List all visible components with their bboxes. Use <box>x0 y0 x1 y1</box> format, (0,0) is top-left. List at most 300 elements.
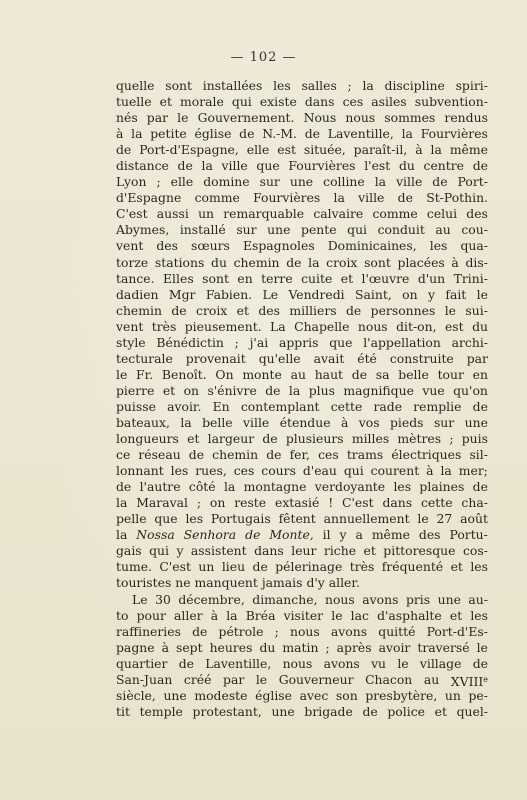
word: tecturale <box>116 350 173 366</box>
word: nés <box>116 110 138 126</box>
word: C'est <box>159 559 191 575</box>
word: tour <box>437 366 464 382</box>
word: croix <box>196 302 228 318</box>
text-line <box>116 383 488 399</box>
word: pagne <box>116 639 155 655</box>
word: elle <box>246 142 270 158</box>
word: qui <box>343 463 364 479</box>
word: la <box>180 414 192 430</box>
word: morale <box>180 94 224 110</box>
word: dit-on, <box>396 318 437 334</box>
word: de <box>178 655 194 671</box>
word: puis <box>461 431 488 447</box>
text-line <box>116 479 488 495</box>
word: tance. <box>116 270 155 286</box>
word: la <box>430 142 442 158</box>
word: décembre, <box>178 591 245 607</box>
word: Laventille, <box>327 126 394 142</box>
word: Port-d'Espagne, <box>139 142 239 158</box>
word: asiles <box>371 94 407 110</box>
word: rendus <box>444 110 488 126</box>
word: ces <box>233 463 255 479</box>
word: Fourvières <box>420 126 488 142</box>
word: chemin <box>212 447 259 463</box>
word: visiter <box>283 607 324 623</box>
word: une <box>289 174 314 190</box>
word: en <box>472 366 488 382</box>
word: avec <box>299 687 329 703</box>
word: to <box>116 607 129 623</box>
word: ; <box>449 431 454 447</box>
text-line <box>116 431 488 447</box>
word: C'est <box>342 495 374 511</box>
word: distance <box>116 158 169 174</box>
word: Maraval <box>136 495 188 511</box>
text-line <box>116 94 488 110</box>
word: le <box>177 110 189 126</box>
word: quitté <box>378 623 416 639</box>
word: on <box>183 382 200 398</box>
word: sur <box>433 414 455 430</box>
word: pétrole <box>218 623 264 639</box>
word: Trini- <box>453 270 488 286</box>
word: le <box>476 286 488 302</box>
word: de <box>472 158 488 174</box>
word: la <box>401 126 413 142</box>
page-number: — 102 — <box>230 50 297 65</box>
word: Vendredi <box>288 286 345 302</box>
word: le <box>476 639 488 655</box>
word: tit <box>116 703 130 719</box>
word: les <box>185 511 204 527</box>
word: discipline <box>384 78 445 93</box>
word: créé <box>183 671 212 687</box>
word: comme <box>194 190 240 206</box>
word: de <box>266 447 282 463</box>
text-line <box>116 640 488 656</box>
word: est <box>444 318 464 334</box>
word: pris <box>405 591 431 607</box>
word: après <box>336 639 372 655</box>
word: vent <box>116 318 144 334</box>
word: Fourvières <box>288 158 356 174</box>
word: Portu- <box>449 527 488 543</box>
word: les <box>470 559 488 575</box>
word: Senhora <box>183 527 237 543</box>
word: jamais <box>261 575 307 591</box>
word: sui- <box>465 302 488 318</box>
text-line <box>116 110 488 126</box>
word: côté <box>188 479 216 495</box>
word: Gouverneur <box>278 671 354 687</box>
word: pour <box>136 607 166 623</box>
word: comme <box>372 206 418 222</box>
word: la <box>226 607 238 623</box>
word: la <box>440 463 452 479</box>
word: le <box>331 607 343 623</box>
word: de <box>262 431 278 447</box>
word: de <box>286 254 302 270</box>
word: nous <box>345 110 376 126</box>
word: même <box>371 527 410 543</box>
word: temple <box>139 703 183 719</box>
word: Fabien. <box>205 286 253 302</box>
word: de <box>432 174 448 190</box>
word: Saint, <box>355 286 392 302</box>
word: belle <box>398 366 429 382</box>
word: qui <box>231 94 252 110</box>
word: les <box>170 463 189 479</box>
text-line <box>116 158 488 174</box>
text-line <box>116 238 488 254</box>
word: trams <box>346 447 384 463</box>
word: vent <box>116 238 144 254</box>
text-line <box>116 255 488 271</box>
word: de <box>351 366 368 382</box>
word: le <box>417 511 429 527</box>
word: dis- <box>465 254 488 270</box>
word: nous <box>324 591 355 607</box>
word: et <box>340 270 354 286</box>
word: ; <box>196 495 202 511</box>
word: contemplant <box>240 398 320 414</box>
word: du <box>211 254 227 270</box>
word: avons <box>323 655 360 671</box>
word: par <box>223 671 245 687</box>
text-line <box>116 303 488 319</box>
word: d'asphalte <box>377 607 442 623</box>
word: croix <box>326 254 358 270</box>
word: vu <box>371 655 387 671</box>
text-line <box>116 511 488 527</box>
word: fer, <box>289 447 310 463</box>
word: paraît-il, <box>353 142 408 158</box>
word: de <box>239 126 255 142</box>
word: sept <box>175 639 203 655</box>
word: quelle <box>116 78 155 93</box>
word: centre <box>423 158 465 174</box>
word: son <box>335 687 358 703</box>
text-line <box>116 142 488 158</box>
word: archi- <box>451 334 488 350</box>
word: même <box>449 142 488 158</box>
word: personnes <box>370 302 436 318</box>
word: de <box>177 158 193 174</box>
word: y <box>339 527 347 543</box>
word: terre <box>261 270 293 286</box>
word: à <box>161 639 169 655</box>
word: placées <box>397 254 445 270</box>
word: le <box>444 302 457 318</box>
word: calvaire <box>313 206 364 222</box>
word: y <box>427 286 435 302</box>
text-line <box>116 319 488 335</box>
word: avons <box>330 623 368 639</box>
word: traversé <box>417 639 470 655</box>
text-line <box>116 704 488 720</box>
word: provenait <box>185 350 246 366</box>
word: une <box>464 414 488 430</box>
word: de <box>397 190 413 206</box>
word: de <box>188 447 205 463</box>
word: réseau <box>138 447 181 463</box>
word: raffineries <box>116 623 181 639</box>
word: matin <box>282 639 319 655</box>
word: pieusement. <box>184 318 262 334</box>
word: ; <box>234 334 239 350</box>
text-line <box>116 399 488 415</box>
word: plaines <box>419 479 465 495</box>
word: cos- <box>462 543 488 559</box>
word: Bréa <box>245 607 276 623</box>
word: église <box>255 687 292 703</box>
word: la <box>116 495 128 511</box>
word: construite <box>389 350 454 366</box>
word: la <box>333 190 345 206</box>
word: largeur <box>207 431 255 447</box>
word: extasié <box>274 495 320 511</box>
word: assistent <box>190 543 247 559</box>
word: avait <box>313 350 345 366</box>
word: milles <box>351 431 390 447</box>
text-line <box>116 495 488 511</box>
word: et <box>236 302 249 318</box>
word: le <box>116 366 128 382</box>
word: ; <box>325 639 330 655</box>
word: sœurs <box>191 238 230 254</box>
text-line <box>116 287 488 303</box>
word: les <box>470 607 488 623</box>
word: nous <box>357 318 388 334</box>
word: pittoresque <box>383 543 456 559</box>
word: on <box>402 286 418 302</box>
word: aller <box>174 607 203 623</box>
word: La <box>270 318 286 334</box>
word: et <box>450 559 463 575</box>
word: installées <box>202 78 263 93</box>
word: ville <box>243 414 270 430</box>
word: St-Pothin. <box>426 190 488 206</box>
word: en <box>237 270 253 286</box>
word: tume. <box>116 559 152 575</box>
word: pieds <box>390 414 424 430</box>
word: un <box>198 559 215 575</box>
word: fréquenté <box>381 559 444 575</box>
word: et <box>159 94 172 110</box>
word: aller. <box>328 575 360 591</box>
word: 30 <box>155 591 171 607</box>
word: mètres <box>397 431 442 447</box>
text-line <box>116 656 488 672</box>
word: la <box>131 126 143 142</box>
word: du <box>472 318 488 334</box>
word: située, <box>303 142 346 158</box>
word: pélerinage <box>275 559 343 575</box>
text-line <box>116 271 488 287</box>
word: que <box>256 158 280 174</box>
word: une <box>271 703 295 719</box>
word: quel- <box>456 703 488 719</box>
word: police <box>387 703 425 719</box>
word: de <box>265 382 281 398</box>
word: a <box>355 527 363 543</box>
word: nous <box>282 655 313 671</box>
word: et <box>162 382 176 398</box>
text-line <box>116 335 488 351</box>
word: avoir. <box>167 398 202 414</box>
word: verdoyante <box>314 479 386 495</box>
word: sa <box>375 366 390 382</box>
word: et <box>187 431 200 447</box>
word: j'ai <box>249 334 269 350</box>
word: église <box>194 126 232 142</box>
word: d'Espagne <box>116 190 182 206</box>
text-line <box>116 222 488 238</box>
word: plus <box>308 382 335 398</box>
word: Elles <box>163 270 194 286</box>
text-line <box>116 78 488 94</box>
word: un <box>198 206 215 222</box>
word: le <box>255 671 268 687</box>
word: ; <box>274 623 279 639</box>
word: existe <box>259 94 297 110</box>
word: San-Juan <box>116 671 173 687</box>
word: petite <box>150 126 187 142</box>
word: de <box>252 559 268 575</box>
word: cette <box>330 398 363 414</box>
word: Abymes, <box>116 222 170 238</box>
word: des <box>156 238 178 254</box>
text-line <box>116 463 488 479</box>
word: à <box>340 414 349 430</box>
word: N.-M. <box>262 126 297 142</box>
word: subvention- <box>414 94 488 110</box>
word: montagne <box>243 479 307 495</box>
text-line <box>116 367 488 383</box>
word: que <box>329 334 353 350</box>
word: pe- <box>468 687 488 703</box>
text-line <box>116 672 488 688</box>
text-line <box>116 351 488 367</box>
word: étendue <box>279 414 331 430</box>
word: magnifique <box>343 382 414 398</box>
text-line <box>116 575 488 591</box>
text-line <box>116 559 488 575</box>
word: pelle <box>116 511 147 527</box>
word: Fourvières <box>253 190 321 206</box>
text-line <box>116 592 488 608</box>
word: au- <box>468 591 488 607</box>
word: tuelle <box>116 94 152 110</box>
word: Gouvernement. <box>197 110 295 126</box>
word: Nous <box>303 110 337 126</box>
word: siècle, <box>116 687 156 703</box>
word: lac <box>350 607 369 623</box>
word: s'énivre <box>207 382 257 398</box>
word: presbytère, <box>365 687 438 703</box>
word: dadien <box>116 286 159 302</box>
word: quartier <box>116 655 168 671</box>
word: riche <box>323 543 357 559</box>
word: très <box>349 559 375 575</box>
word: une <box>437 591 461 607</box>
word: touristes <box>116 575 176 591</box>
word: aussi <box>156 206 189 222</box>
word: Lyon <box>116 174 147 190</box>
word: remarquable <box>223 206 305 222</box>
word: Espagnoles <box>242 238 315 254</box>
word: rade <box>373 398 403 414</box>
word: été <box>357 350 377 366</box>
word: Le <box>132 591 148 607</box>
word: cette <box>420 495 453 511</box>
word: cou- <box>461 222 488 238</box>
word: au <box>435 222 451 238</box>
word: par <box>466 350 488 366</box>
word: sil- <box>469 447 488 463</box>
word: dans <box>304 94 335 110</box>
word: En <box>212 398 230 414</box>
word: reste <box>234 495 267 511</box>
word: dans <box>382 495 413 511</box>
word: dans <box>254 543 284 559</box>
text-line <box>116 415 488 431</box>
word: fêtent <box>278 511 316 527</box>
word: au <box>290 366 306 382</box>
word: ville <box>396 174 423 190</box>
word: une <box>163 687 187 703</box>
text-line <box>116 543 488 559</box>
text-line <box>116 174 488 190</box>
word: ces <box>318 447 339 463</box>
word: ces <box>342 94 364 110</box>
word: des <box>466 206 488 222</box>
word: Chapelle <box>294 318 350 334</box>
word: heures <box>209 639 253 655</box>
word: stations <box>154 254 205 270</box>
word: lonnant <box>116 463 164 479</box>
word: ! <box>328 495 334 511</box>
word: Bénédictin <box>156 334 224 350</box>
word: domine <box>203 174 250 190</box>
word: de <box>116 479 132 495</box>
word: de <box>192 623 208 639</box>
word: brigade <box>304 703 353 719</box>
word: style <box>116 334 146 350</box>
word: cha- <box>461 495 488 511</box>
word: les <box>429 238 448 254</box>
text-line <box>116 688 488 704</box>
word: des <box>258 302 280 318</box>
text-line <box>116 190 488 206</box>
word: haut <box>314 366 344 382</box>
word: elle <box>170 174 194 190</box>
word: monte <box>242 366 282 382</box>
word: sur <box>236 222 257 238</box>
word: d'y <box>306 575 329 591</box>
word: électriques <box>391 447 462 463</box>
word: à <box>415 142 423 158</box>
word: fait <box>445 286 467 302</box>
word: sont <box>364 254 391 270</box>
word: à <box>116 126 124 142</box>
word: la <box>308 254 320 270</box>
word: l'autre <box>139 479 181 495</box>
word: 27 <box>436 511 453 527</box>
word: remplie <box>413 398 462 414</box>
word: on <box>209 495 226 511</box>
word: spiri- <box>455 78 488 93</box>
